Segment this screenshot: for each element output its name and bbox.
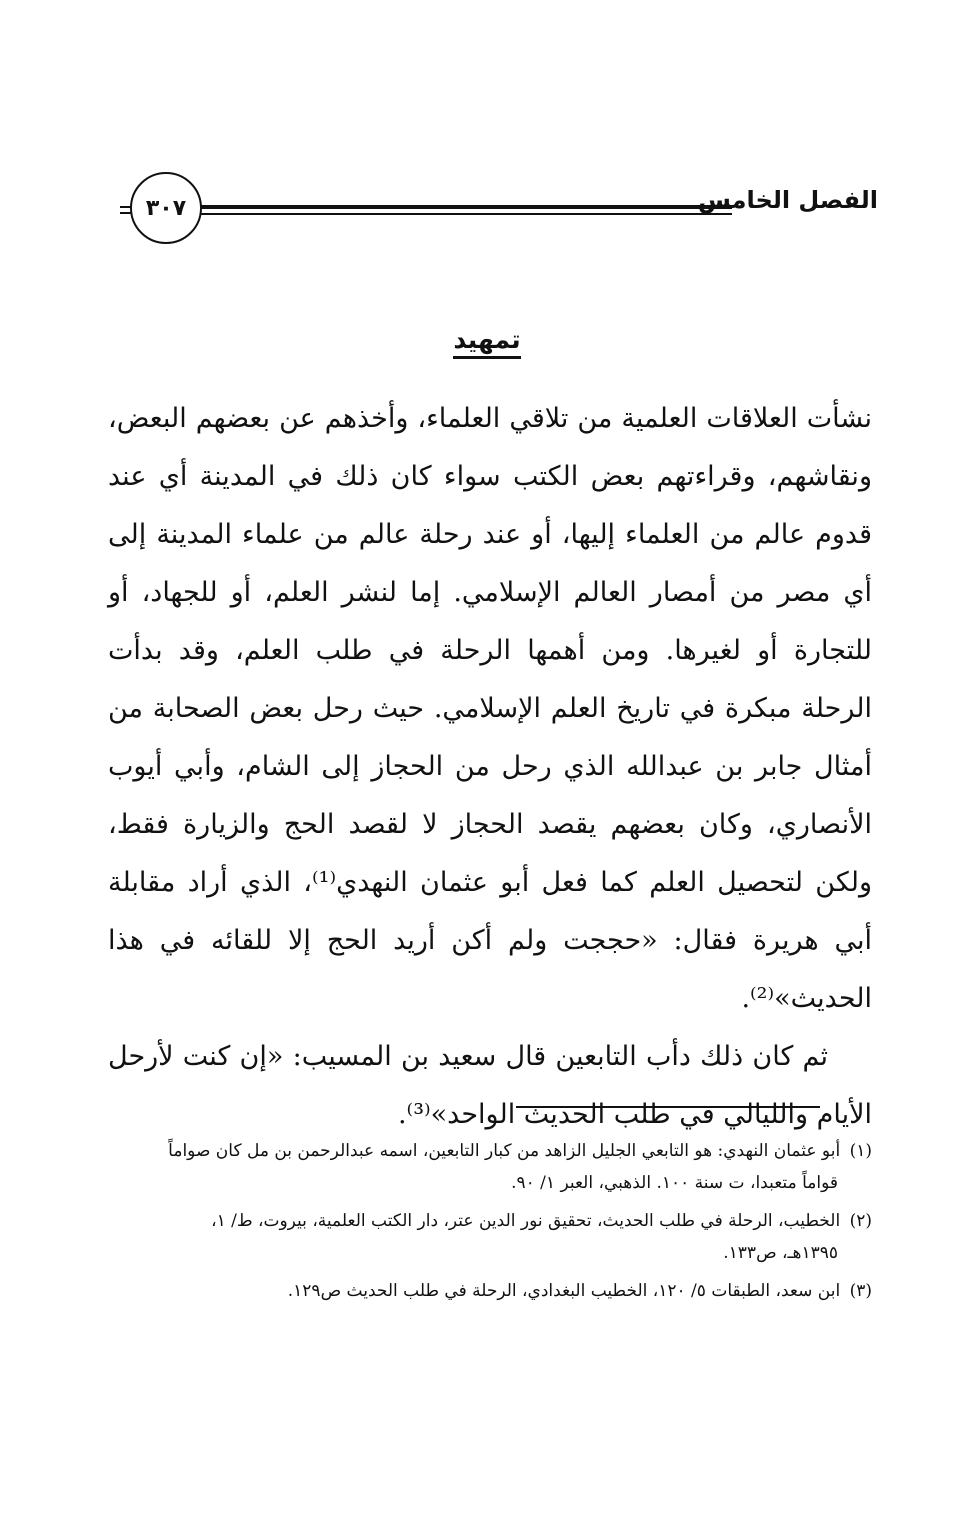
footnote-number: (٢): [849, 1211, 872, 1231]
footnote-number: (٣): [849, 1281, 872, 1301]
page-number-badge: [130, 172, 202, 244]
footnote-2: [108, 1205, 872, 1269]
section-title: [0, 325, 974, 354]
footnote-3: [108, 1275, 872, 1307]
footnote-text: أبو عثمان النهدي: هو التابعي الجليل الزاهد من كبار التابعين، اسمه عبدالرحمن بن مل كان صواماً: [168, 1141, 841, 1161]
body-text: [108, 390, 872, 1144]
page-number: ٣٠٧: [145, 195, 187, 221]
footnotes: [108, 1135, 872, 1313]
paragraph: نشأت العلاقات العلمية من تلاقي العلماء، وأخذهم عن بعضهم البعض، ونقاشهم، وقراءتهم بعض الكتب سواء كان ذلك في المدينة أي عند قدوم عالم من العلماء إليها، أو عند رحلة عالم من علماء المدينة إلى أي مصر من أمصار العالم الإسلامي. إما لنشر العلم، أو للجهاد، أو للتجارة أو لغيرها. ومن أهمها الرحلة في طلب العلم، وقد بدأت الرحلة مبكرة في تاريخ العلم الإسلامي. حيث رحل بعض الصحابة من أمثال جابر بن عبدالله الذي رحل من الحجاز إلى الشام، وأبي أيوب الأنصاري، وكان بعضهم يقصد الحجاز لا لقصد الحج والزيارة فقط، ولكن لتحصيل العلم كما فعل أبو عثمان النهدي⁽¹⁾، الذي أراد مقابلة أبي هريرة فقال: «حججت ولم أكن أريد الحج إلا للقائه في هذا الحديث»⁽²⁾.: [108, 403, 873, 1014]
footnote-number: (١): [849, 1141, 872, 1161]
footnote-text: ابن سعد، الطبقات ٥/ ١٢٠، الخطيب البغدادي، الرحلة في طلب الحديث ص١٢٩.: [287, 1281, 841, 1301]
section-title-text: تمهيد: [453, 325, 520, 359]
footnote-text-continued: قواماً متعبدا، ت سنة ١٠٠. الذهبي، العبر ١/ ٩٠.: [511, 1173, 838, 1193]
footnote-separator: [516, 1106, 820, 1108]
chapter-title: الفصل الخامس: [697, 186, 878, 214]
page-header: [118, 172, 878, 252]
footnote-text-continued: ١٣٩٥هـ، ص١٣٣.: [723, 1243, 838, 1263]
paragraph: ثم كان ذلك دأب التابعين قال سعيد بن المسيب: «إن كنت لأرحل الأيام والليالي في طلب الحديث الواحد»⁽³⁾.: [108, 1041, 872, 1130]
footnote-text: الخطيب، الرحلة في طلب الحديث، تحقيق نور الدين عتر، دار الكتب العلمية، بيروت، ط/ ١،: [211, 1211, 841, 1231]
header-rule: [200, 205, 732, 215]
footnote-1: [108, 1135, 872, 1199]
